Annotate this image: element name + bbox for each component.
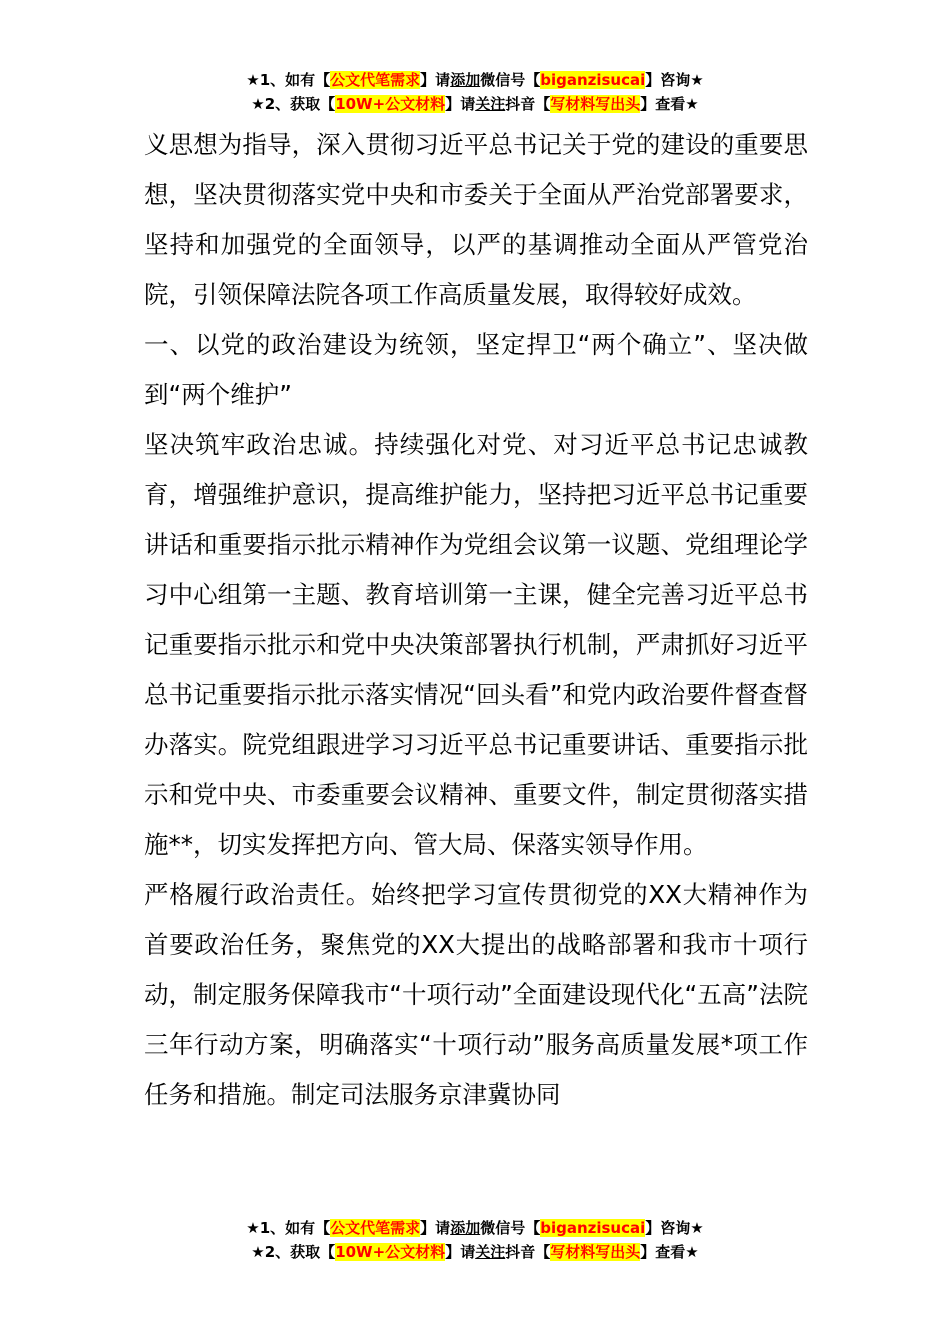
highlight-service: 公文代笔需求 bbox=[330, 1219, 421, 1237]
banner-line-1: ★1、如有【公文代笔需求】请添加微信号【biganzisucai】咨询★ bbox=[246, 71, 704, 89]
highlight-service: 公文代笔需求 bbox=[330, 71, 421, 89]
highlight-materials: 10W+公文材料 bbox=[335, 95, 446, 113]
banner-line-2: ★2、获取【10W+公文材料】请关注抖音【写材料写出头】查看★ bbox=[251, 95, 699, 113]
highlight-wechat-id: biganzisucai bbox=[540, 1219, 646, 1237]
highlight-douyin-account: 写材料写出头 bbox=[550, 1243, 641, 1261]
section-heading: 一、以党的政治建设为统领，坚定捍卫“两个确立”、坚决做到“两个维护” bbox=[144, 330, 808, 409]
paragraph-political-responsibility: 严格履行政治责任。始终把学习宣传贯彻党的XX大精神作为首要政治任务，聚焦党的XX大提出的战略部署和我市十项行动，制定服务保障我市“十项行动”全面建设现代化“五高”法院三年行动方案，明确落实“十项行动”服务高质量发展*项工作任务和措施。制定司法服务京津冀协同 bbox=[144, 880, 808, 1109]
document-body bbox=[144, 120, 808, 1120]
highlight-wechat-id: biganzisucai bbox=[540, 71, 646, 89]
banner-line-2: ★2、获取【10W+公文材料】请关注抖音【写材料写出头】查看★ bbox=[251, 1243, 699, 1261]
highlight-douyin-account: 写材料写出头 bbox=[550, 95, 641, 113]
header-banner bbox=[0, 68, 950, 116]
footer-banner bbox=[0, 1216, 950, 1264]
paragraph-political-loyalty: 坚决筑牢政治忠诚。持续强化对党、对习近平总书记忠诚教育，增强维护意识，提高维护能力，坚持把习近平总书记重要讲话和重要指示批示精神作为党组会议第一议题、党组理论学习中心组第一主题、教育培训第一主课，健全完善习近平总书记重要指示批示和党中央决策部署执行机制，严肃抓好习近平总书记重要指示批示落实情况“回头看”和党内政治要件督查督办落实。院党组跟进学习习近平总书记重要讲话、重要指示批示和党中央、市委重要会议精神、重要文件，制定贯彻落实措施**，切实发挥把方向、管大局、保落实领导作用。 bbox=[144, 430, 808, 859]
banner-line-1: ★1、如有【公文代笔需求】请添加微信号【biganzisucai】咨询★ bbox=[246, 1219, 704, 1237]
paragraph-intro: 义思想为指导，深入贯彻习近平总书记关于党的建设的重要思想，坚决贯彻落实党中央和市委关于全面从严治党部署要求，坚持和加强党的全面领导，以严的基调推动全面从严管党治院，引领保障法院各项工作高质量发展，取得较好成效。 bbox=[144, 130, 808, 309]
highlight-materials: 10W+公文材料 bbox=[335, 1243, 446, 1261]
